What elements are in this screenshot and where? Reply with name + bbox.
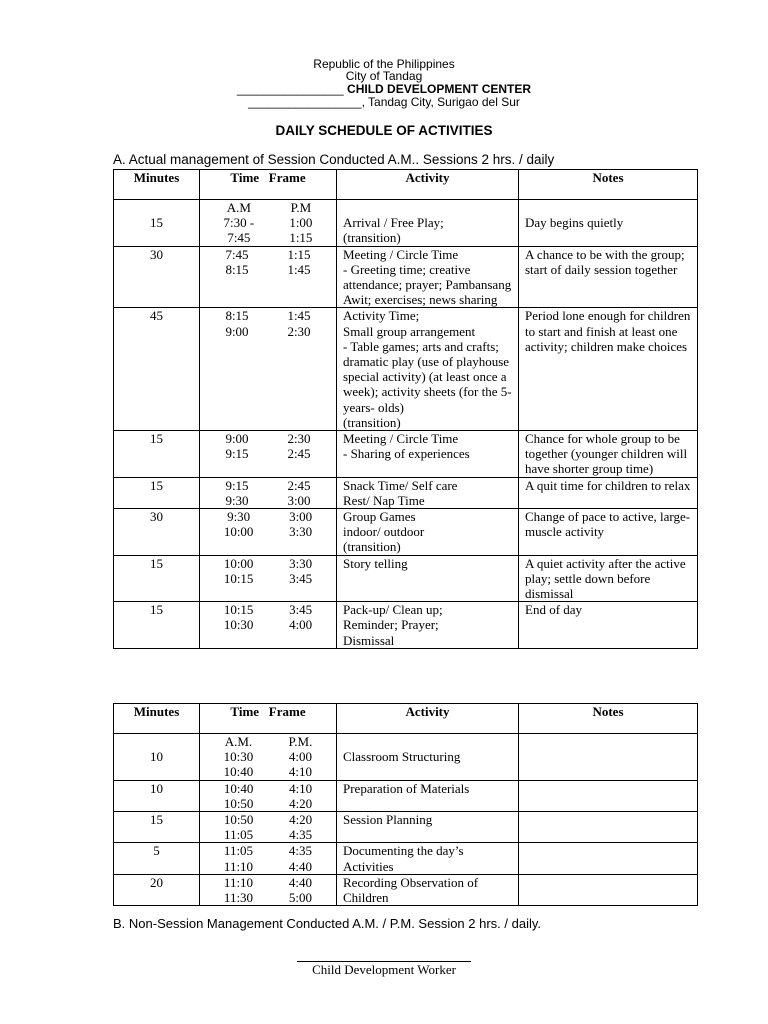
cell-time-frame — [200, 843, 337, 874]
cell-notes: End of day — [519, 602, 698, 649]
cell-notes: A chance to be with the group; start of daily session together — [519, 246, 698, 308]
header-minutes: Minutes — [114, 170, 200, 200]
time-pm: 4:20 4:35 — [289, 812, 313, 843]
table-row — [114, 477, 698, 508]
header-address — [0, 96, 768, 109]
cell-time-frame — [200, 812, 337, 843]
cell-notes: Day begins quietly — [519, 200, 698, 247]
time-am: 9:30 10:00 — [223, 509, 254, 540]
table-row — [114, 734, 698, 781]
time-pm: 3:45 4:00 — [289, 602, 313, 633]
header-time-frame — [200, 704, 337, 734]
cell-notes: A quiet activity after the active play; settle down before dismissal — [519, 555, 698, 602]
cell-activity: Activity Time; Small group arrangement - Table games; arts and crafts; dramatic play (use of playhouse special activity) (at least once a week); activity sheets (for the 5-years- olds) (transition) — [337, 308, 519, 431]
header-notes: Notes — [519, 704, 698, 734]
cell-minutes: 30 — [114, 246, 200, 308]
cell-activity: Arrival / Free Play; (transition) — [337, 200, 519, 247]
signature-label: Child Development Worker — [312, 962, 456, 977]
header-notes: Notes — [519, 170, 698, 200]
cell-time-frame — [200, 308, 337, 431]
time-am: 10:15 10:30 — [223, 602, 254, 633]
table-row — [114, 555, 698, 602]
time-pm: 1:45 2:30 — [287, 308, 311, 339]
schedule-table-b — [113, 703, 698, 906]
page-title: DAILY SCHEDULE OF ACTIVITIES — [275, 123, 493, 138]
table-row — [114, 843, 698, 874]
schedule-table-a — [113, 169, 698, 649]
cell-activity: Group Games indoor/ outdoor (transition) — [337, 509, 519, 556]
table-row — [114, 200, 698, 247]
cell-time-frame — [200, 246, 337, 308]
table-header-row — [114, 704, 698, 734]
cell-notes — [519, 780, 698, 811]
cell-activity: Meeting / Circle Time - Sharing of experiences — [337, 431, 519, 478]
table-row — [114, 780, 698, 811]
cell-activity: Pack-up/ Clean up; Reminder; Prayer; Dismissal — [337, 602, 519, 649]
time-pm: 4:10 4:20 — [289, 780, 313, 811]
time-am: 9:15 9:30 — [225, 477, 249, 508]
cell-activity: Session Planning — [337, 812, 519, 843]
header-republic: Republic of the Philippines — [313, 57, 455, 71]
cell-notes: Change of pace to active, large- muscle activity — [519, 509, 698, 556]
time-pm: 2:30 2:45 — [287, 431, 311, 462]
cell-activity: Snack Time/ Self care Rest/ Nap Time — [337, 477, 519, 508]
cell-notes — [519, 843, 698, 874]
section-a-heading: A. Actual management of Session Conducted A.M.. Sessions 2 hrs. / daily — [113, 152, 555, 167]
time-am: 11:10 11:30 — [223, 874, 254, 906]
cell-notes: Period lone enough for children to start and finish at least one activity; children make choices — [519, 308, 698, 431]
cell-time-frame — [200, 431, 337, 478]
cell-minutes: 5 — [114, 843, 200, 874]
cell-notes — [519, 734, 698, 781]
cell-time-frame — [200, 780, 337, 811]
time-pm: 4:40 5:00 — [288, 874, 313, 906]
cell-minutes: 10 — [114, 780, 200, 811]
table-row — [114, 812, 698, 843]
table-row — [114, 431, 698, 478]
time-pm: P.M 1:00 1:15 — [289, 200, 313, 246]
time-am: 10:40 10:50 — [223, 780, 254, 811]
header-minutes: Minutes — [114, 704, 200, 734]
cell-minutes: 30 — [114, 509, 200, 556]
cell-time-frame — [200, 200, 337, 247]
time-am: 10:00 10:15 — [223, 555, 254, 586]
table-row — [114, 874, 698, 905]
time-am: A.M 7:30 - 7:45 — [223, 200, 255, 246]
time-pm: P.M. 4:00 4:10 — [288, 734, 313, 780]
table-row — [114, 602, 698, 649]
cell-minutes: 15 — [114, 200, 200, 247]
time-am: 9:00 9:15 — [225, 431, 249, 462]
cell-minutes: 45 — [114, 308, 200, 431]
time-am: A.M. 10:30 10:40 — [223, 734, 254, 780]
cell-minutes: 15 — [114, 812, 200, 843]
time-pm: 3:00 3:30 — [289, 509, 313, 540]
time-pm: 3:30 3:45 — [289, 555, 313, 586]
cell-notes: Chance for whole group to be together (younger children will have shorter group time) — [519, 431, 698, 478]
cell-activity: Recording Observation of Children — [337, 874, 519, 905]
cell-activity: Preparation of Materials — [337, 780, 519, 811]
table-header-row — [114, 170, 698, 200]
table-row — [114, 308, 698, 431]
address-text: , Tandag City, Surigao del Sur — [361, 95, 520, 109]
header-time: Time — [230, 704, 260, 719]
time-pm: 1:15 1:45 — [287, 246, 311, 277]
table-row — [114, 509, 698, 556]
table-row — [114, 246, 698, 308]
center-name-blank: ________________ — [236, 82, 344, 96]
cell-minutes: 15 — [114, 431, 200, 478]
time-am: 7:45 8:15 — [225, 246, 249, 277]
cell-minutes: 15 — [114, 602, 200, 649]
cell-minutes: 20 — [114, 874, 200, 905]
cell-time-frame — [200, 874, 337, 905]
cell-time-frame — [200, 509, 337, 556]
cell-time-frame — [200, 602, 337, 649]
cell-time-frame — [200, 477, 337, 508]
section-b-heading: B. Non-Session Management Conducted A.M. / P.M. Session 2 hrs. / daily. — [113, 916, 542, 931]
cell-activity: Documenting the day’s Activities — [337, 843, 519, 874]
cell-notes — [519, 812, 698, 843]
time-pm: 2:45 3:00 — [287, 477, 311, 508]
center-name: CHILD DEVELOPMENT CENTER — [347, 82, 532, 96]
cell-notes — [519, 874, 698, 905]
header-frame: Frame — [268, 170, 306, 185]
header-frame: Frame — [268, 704, 306, 719]
time-am: 11:05 11:10 — [223, 843, 254, 874]
address-blank: _________________ — [248, 95, 362, 109]
cell-activity: Story telling — [337, 555, 519, 602]
cell-time-frame — [200, 734, 337, 781]
time-pm: 4:35 4:40 — [288, 843, 313, 874]
header-city: City of Tandag — [345, 69, 423, 83]
cell-notes: A quit time for children to relax — [519, 477, 698, 508]
time-am: 8:15 9:00 — [225, 308, 249, 339]
cell-minutes: 15 — [114, 555, 200, 602]
header-time: Time — [230, 170, 260, 185]
header-activity: Activity — [337, 170, 519, 200]
cell-activity: Classroom Structuring — [337, 734, 519, 781]
header-activity: Activity — [337, 704, 519, 734]
cell-time-frame — [200, 555, 337, 602]
cell-minutes: 15 — [114, 477, 200, 508]
header-time-frame — [200, 170, 337, 200]
time-am: 10:50 11:05 — [223, 812, 254, 843]
cell-minutes: 10 — [114, 734, 200, 781]
cell-activity: Meeting / Circle Time - Greeting time; creative attendance; prayer; Pambansang Awit; exercises; news sharing — [337, 246, 519, 308]
